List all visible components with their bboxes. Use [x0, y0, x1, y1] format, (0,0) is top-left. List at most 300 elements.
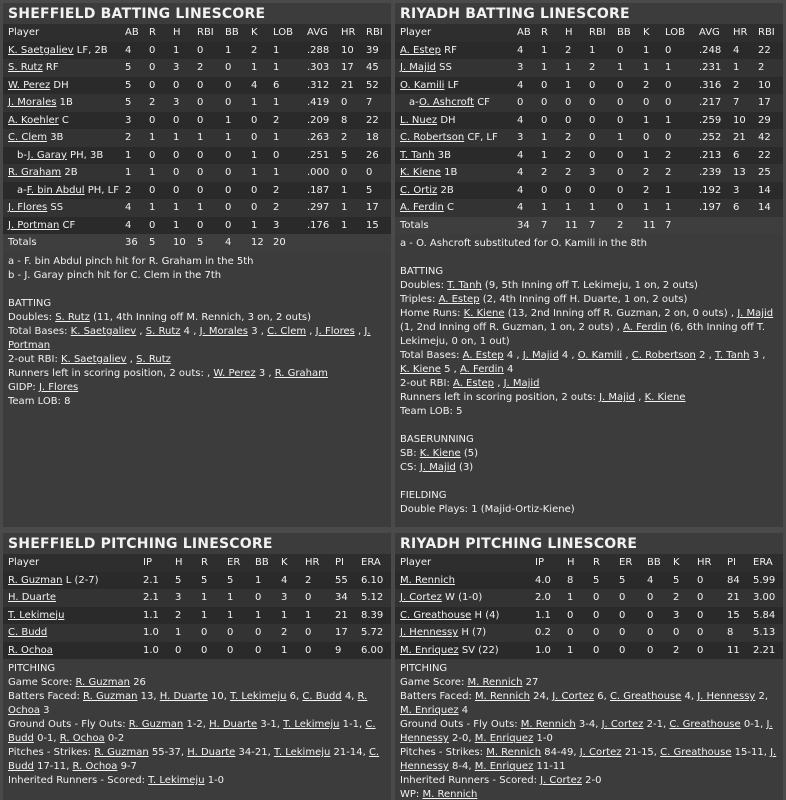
stat-cell: 1 [567, 592, 574, 604]
stat-cell: 0 [251, 184, 258, 196]
stat-cell: 0 [673, 627, 680, 639]
stat-cell: 1 [665, 202, 672, 214]
stat-cell: 17 [335, 627, 348, 639]
player-link[interactable]: K. Kiene [644, 392, 686, 403]
stat-cell: 1 [565, 79, 572, 91]
player-link[interactable]: R. Ochoa [72, 761, 118, 772]
note-text: , [622, 350, 632, 361]
stat-cell: 1 [665, 114, 672, 126]
player-link[interactable]: J. Cortez [601, 719, 644, 730]
note-text: 21-14, [330, 747, 369, 758]
stat-cell: 0 [593, 609, 600, 621]
table-row [3, 112, 391, 130]
stat-cell: 4 [517, 184, 524, 196]
note-text: (6, 6th Inning off T. Lekimeju, 0 on, 1 out) [400, 322, 766, 347]
player-link[interactable]: A. Estep [462, 350, 504, 361]
player-link[interactable]: K. Kiene [400, 364, 441, 375]
column-header: K [251, 27, 258, 39]
stat-cell: 52 [366, 79, 379, 91]
stat-cell: 21 [727, 592, 740, 604]
player-link[interactable]: O. Kamili [577, 350, 623, 361]
stat-cell: 0 [617, 44, 624, 56]
stat-cell: 15 [727, 609, 740, 621]
table-row [395, 147, 783, 165]
player-link[interactable]: C. Robertson [631, 350, 696, 361]
player-link[interactable]: L. Nuez [400, 114, 438, 126]
player-link[interactable]: K. Saetgaliev [70, 325, 137, 337]
player-link[interactable]: S. Rutz [8, 62, 43, 74]
stat-cell: 0 [541, 97, 548, 109]
player-link[interactable]: M. Enriquez [400, 644, 459, 656]
stat-cell: 2 [281, 627, 288, 639]
player-cell [395, 642, 535, 660]
column-header: Player [8, 27, 40, 39]
player-link[interactable]: C. Greathouse [660, 747, 732, 758]
baserunning-note [400, 461, 778, 475]
stat-cell: 1 [565, 202, 572, 214]
stat-cell: .248 [699, 44, 722, 56]
player-link[interactable]: R. Guzman [75, 677, 131, 688]
stat-cell: 4 [125, 44, 132, 56]
stat-cell: 5.12 [361, 592, 384, 604]
fielding-note [400, 503, 778, 517]
table-row [395, 164, 783, 182]
pitching-note [400, 676, 778, 690]
stat-cell: 0 [517, 97, 524, 109]
notes-section [3, 659, 391, 791]
stat-cell: 2 [665, 167, 672, 179]
player-link[interactable]: J. Cortez [552, 691, 595, 702]
stat-cell: 1 [125, 167, 132, 179]
player-link[interactable]: J. Majid [599, 392, 636, 403]
column-header: IP [143, 557, 152, 569]
stat-cell: 1.0 [143, 627, 159, 639]
pitching-note [400, 746, 778, 774]
note-text: 4 [503, 364, 514, 375]
column-header: ERA [753, 557, 773, 569]
stat-cell: .176 [307, 219, 330, 231]
stat-cell: 0 [173, 114, 180, 126]
stat-cell: 11 [643, 219, 656, 231]
stat-cell: 0 [697, 609, 704, 621]
note-text: 6, [286, 691, 303, 702]
player-link[interactable]: R. Guzman [83, 691, 138, 702]
stat-cell: 5 [149, 237, 156, 249]
note-text: Game Score: [8, 677, 76, 688]
player-cell [395, 164, 517, 182]
batting-note [400, 307, 778, 349]
player-position: 1B [59, 97, 73, 109]
stat-cell: 4 [517, 44, 524, 56]
note-text: , [635, 392, 645, 403]
stat-cell: 2 [541, 167, 548, 179]
player-link[interactable]: R. Ochoa [59, 733, 105, 744]
sub-prefix: a- [17, 184, 27, 196]
player-link[interactable]: J. Morales [199, 325, 249, 337]
stat-cell: 10 [173, 237, 186, 249]
stat-cell: 8 [727, 627, 734, 639]
stat-cell: 2 [643, 167, 650, 179]
stat-cell: 45 [366, 62, 379, 74]
stat-cell: 0 [149, 114, 156, 126]
note-text: CS: [400, 462, 420, 473]
stat-cell: 1.1 [143, 609, 159, 621]
stat-cell: 0 [697, 644, 704, 656]
player-cell [395, 589, 535, 607]
stat-cell: 4 [251, 79, 258, 91]
note-text: Inherited Runners - Scored: [400, 775, 541, 786]
player-link[interactable]: M. Rennich [486, 747, 542, 758]
batting-note [8, 325, 386, 353]
table-row [3, 94, 391, 112]
player-link[interactable]: O. Ashcroft [419, 97, 475, 109]
substitution-note: b - J. Garay pinch hit for C. Clem in the 7th [8, 269, 222, 281]
player-link[interactable]: T. Lekimeju [283, 719, 340, 730]
player-link[interactable]: K. Kiene [463, 308, 505, 319]
player-link[interactable]: R. Guzman [8, 574, 63, 586]
player-cell [3, 572, 143, 590]
panel-title: RIYADH BATTING LINESCORE [400, 6, 630, 22]
stat-cell: 0 [593, 644, 600, 656]
player-link[interactable]: J. Portman [8, 219, 60, 231]
player-link[interactable]: R. Guzman [94, 747, 149, 758]
stat-cell: 0 [255, 627, 262, 639]
stat-cell: 1 [149, 132, 156, 144]
note-text: 5 , [440, 364, 460, 375]
note-text: Ground Outs - Fly Outs: [400, 719, 521, 730]
stat-cell: 2 [589, 62, 596, 74]
note-text: 15-11, [731, 747, 771, 758]
stat-cell: .209 [307, 114, 330, 126]
stat-cell: 2 [643, 79, 650, 91]
player-link[interactable]: J. Hennessy [400, 719, 773, 744]
player-link[interactable]: R. Guzman [128, 719, 184, 730]
player-link[interactable]: T. Lekimeju [230, 691, 287, 702]
note-text: 1-0 [533, 733, 553, 744]
player-link[interactable]: K. Saetgaliev [61, 353, 127, 365]
player-link[interactable]: H. Duarte [8, 592, 57, 604]
note-text: 4 , [180, 325, 200, 337]
stat-cell: 1 [643, 114, 650, 126]
stat-cell: 14 [758, 184, 771, 196]
stat-cell: 1 [589, 202, 596, 214]
table-row [3, 129, 391, 147]
stat-cell: 14 [758, 202, 771, 214]
batting-note [8, 381, 386, 395]
stat-cell: 3 [517, 62, 524, 74]
table-row [3, 42, 391, 60]
stat-cell: 6.10 [361, 574, 384, 586]
note-text: 27 [522, 677, 539, 688]
note-text: 84-49, [541, 747, 580, 758]
player-link[interactable]: J. Portman [8, 325, 371, 351]
note-text: 34-21, [235, 747, 274, 758]
batting-note [400, 391, 778, 405]
player-link[interactable]: R. Graham [8, 167, 62, 179]
player-link[interactable]: J. Flores [315, 325, 355, 337]
stat-cell: 0 [225, 184, 232, 196]
player-link[interactable]: W. Perez [8, 79, 51, 91]
player-link[interactable]: S. Rutz [145, 325, 181, 337]
stat-cell: .192 [699, 184, 722, 196]
player-link[interactable]: J. Cortez [540, 775, 582, 786]
player-link[interactable]: J. Hennessy [400, 627, 459, 639]
note-text: 3 , [749, 350, 766, 361]
player-link[interactable]: T. Tanh [447, 280, 482, 291]
player-link[interactable]: O. Kamili [400, 79, 445, 91]
stat-cell: 2 [617, 219, 624, 231]
player-link[interactable]: M. Rennich [475, 691, 530, 702]
note-text: (11, 4th Inning off M. Rennich, 3 on, 2 outs) [89, 311, 312, 323]
note-text: 2-0 [581, 775, 602, 786]
player-link[interactable]: F. bin Abdul [26, 184, 85, 196]
stat-cell: 36 [125, 237, 138, 249]
stat-cell: 0 [366, 167, 373, 179]
player-link[interactable]: A. Estep [438, 294, 480, 305]
player-link[interactable]: J. Garay [27, 149, 67, 161]
stat-cell: .187 [307, 184, 330, 196]
stat-cell: 0 [617, 202, 624, 214]
stat-cell: 0 [197, 114, 204, 126]
stat-cell: 39 [366, 44, 379, 56]
player-link[interactable]: C. Ortiz [400, 184, 438, 196]
stat-cell: 2 [305, 574, 312, 586]
column-header: LOB [273, 27, 293, 39]
player-link[interactable]: A. Ferdin [459, 364, 504, 375]
player-link[interactable]: M. Enriquez [474, 733, 534, 744]
column-header: AB [517, 27, 531, 39]
sub-prefix: b- [17, 149, 28, 161]
stat-cell: 1 [273, 44, 280, 56]
player-link[interactable]: R. Ochoa [8, 644, 53, 656]
column-header: HR [341, 27, 356, 39]
stat-cell: 2.0 [535, 592, 551, 604]
player-link[interactable]: C. Budd [302, 691, 342, 702]
stat-cell: 1 [273, 132, 280, 144]
player-link[interactable]: S. Rutz [55, 311, 90, 323]
player-link[interactable]: H. Duarte [187, 747, 236, 758]
note-text: 2-out RBI: [400, 378, 454, 389]
player-cell [395, 182, 517, 200]
player-link[interactable]: J. Hennessy [400, 747, 777, 772]
stat-cell: 11 [727, 644, 740, 656]
player-link[interactable]: C. Clem [267, 325, 307, 337]
column-header: R [149, 27, 156, 39]
player-cell [3, 112, 125, 130]
stat-cell: 1 [251, 149, 258, 161]
table-row [3, 642, 391, 660]
stat-cell: 2 [565, 132, 572, 144]
stat-cell: 0 [567, 627, 574, 639]
note-text: 3 , [248, 325, 268, 337]
table-row [395, 199, 783, 217]
player-link[interactable]: T. Tanh [714, 350, 750, 361]
player-link[interactable]: J. Majid [522, 350, 559, 361]
player-link[interactable]: C. Greathouse [400, 609, 472, 621]
batting-note [400, 279, 778, 293]
player-link[interactable]: J. Majid [737, 308, 774, 319]
stat-cell: 1 [643, 62, 650, 74]
player-link[interactable]: S. Rutz [136, 353, 171, 365]
note-text: (13, 2nd Inning off R. Guzman, 2 on, 0 outs) , [504, 308, 738, 319]
player-position: 1B [444, 167, 458, 179]
player-link[interactable]: H. Duarte [209, 719, 258, 730]
batting-note [400, 293, 778, 307]
batting-note [400, 349, 778, 377]
stat-cell: .419 [307, 97, 330, 109]
player-link[interactable]: M. Rennich [467, 677, 523, 688]
stat-cell: 0 [197, 44, 204, 56]
player-link[interactable]: M. Rennich [422, 789, 478, 800]
stat-cell: 10 [733, 114, 746, 126]
player-link[interactable]: J. Cortez [400, 592, 442, 604]
stat-cell: 0 [593, 627, 600, 639]
column-header: K [673, 557, 680, 569]
pitching-note [8, 690, 386, 718]
column-header: ER [227, 557, 241, 569]
player-link[interactable]: A. Ferdin [623, 322, 667, 333]
player-link[interactable]: A. Estep [453, 378, 495, 389]
stat-cell: 0 [697, 592, 704, 604]
stat-cell: 2 [125, 132, 132, 144]
player-link[interactable]: J. Cortez [579, 747, 622, 758]
stat-cell: 55 [335, 574, 348, 586]
note-text: Team LOB: 8 [8, 395, 71, 407]
riyadh-batting-panel [395, 3, 783, 527]
stat-cell: 2 [341, 132, 348, 144]
player-cell [395, 59, 517, 77]
player-link[interactable]: M. Enriquez [400, 705, 459, 716]
player-cell [395, 607, 535, 625]
note-text: 3 , [255, 367, 275, 379]
notes-section [3, 252, 391, 412]
player-position: C [61, 114, 69, 126]
player-link[interactable]: T. Tanh [400, 149, 435, 161]
batting-note [400, 377, 778, 391]
player-link[interactable]: M. Enriquez [474, 761, 534, 772]
stat-cell: 3 [175, 592, 182, 604]
column-header: AVG [307, 27, 328, 39]
player-link[interactable]: H. Duarte [159, 691, 208, 702]
player-cell [3, 607, 143, 625]
stat-cell: 9 [335, 644, 342, 656]
note-text: Double Plays: 1 (Majid-Ortiz-Kiene) [400, 504, 575, 515]
note-text: Inherited Runners - Scored: [8, 775, 149, 786]
player-link[interactable]: K. Kiene [400, 167, 441, 179]
stat-cell: 4 [125, 219, 132, 231]
player-link[interactable]: K. Kiene [419, 448, 461, 459]
player-link[interactable]: C. Robertson [400, 132, 465, 144]
stat-cell: 1 [541, 202, 548, 214]
player-position: PH, 3B [70, 149, 104, 161]
player-link[interactable]: C. Clem [8, 132, 47, 144]
player-link[interactable]: J. Majid [419, 462, 456, 473]
stat-cell: 0 [175, 644, 182, 656]
note-text: Doubles: [400, 280, 448, 291]
stat-cell: 0 [225, 97, 232, 109]
table-row [3, 199, 391, 217]
player-cell [3, 94, 125, 112]
player-position: PH, LF [87, 184, 119, 196]
stat-cell: 5.13 [753, 627, 776, 639]
note-text: Batters Faced: [400, 691, 475, 702]
stat-cell: 26 [366, 149, 379, 161]
player-link[interactable]: R. Ochoa [8, 691, 368, 716]
player-link[interactable]: C. Greathouse [669, 719, 741, 730]
note-text: Runners left in scoring position, 2 outs: , [8, 367, 214, 379]
stat-cell: 2 [197, 62, 204, 74]
stat-cell: 4 [517, 167, 524, 179]
stat-cell: 0 [589, 97, 596, 109]
player-link[interactable]: A. Estep [400, 44, 441, 56]
stat-cell: 0 [197, 149, 204, 161]
player-link[interactable]: J. Morales [8, 97, 57, 109]
player-position: W (1-0) [445, 592, 483, 604]
player-link[interactable]: J. Flores [38, 381, 79, 393]
player-link[interactable]: T. Lekimeju [148, 775, 205, 786]
column-header: Player [400, 557, 432, 569]
player-link[interactable]: J. Hennessy [697, 691, 756, 702]
stat-cell: 0 [173, 167, 180, 179]
stat-cell: 4 [225, 237, 232, 249]
player-link[interactable]: C. Budd [8, 747, 380, 772]
stat-cell: 2 [758, 62, 765, 74]
stat-cell: 0 [665, 44, 672, 56]
player-link[interactable]: C. Greathouse [609, 691, 682, 702]
stat-cell: 0 [565, 114, 572, 126]
sub-prefix: a- [409, 97, 420, 109]
column-header: PI [727, 557, 736, 569]
stat-cell: .316 [699, 79, 722, 91]
player-link[interactable]: T. Lekimeju [273, 747, 331, 758]
player-link[interactable]: A. Ferdin [400, 202, 444, 214]
stat-cell: 2 [125, 184, 132, 196]
stat-cell: 0 [643, 132, 650, 144]
player-link[interactable]: M. Rennich [400, 574, 455, 586]
player-link[interactable]: K. Saetgaliev [8, 44, 74, 56]
table-row [3, 77, 391, 95]
player-link[interactable]: C. Budd [8, 627, 48, 639]
note-text: 4 , [558, 350, 578, 361]
section-header-fielding: FIELDING [400, 490, 447, 501]
stat-cell: 3 [173, 62, 180, 74]
player-link[interactable]: R. Graham [274, 367, 328, 379]
column-header: BB [225, 27, 239, 39]
section-header-pitching: PITCHING [400, 663, 448, 674]
player-link[interactable]: J. Majid [503, 378, 540, 389]
player-link[interactable]: C. Budd [8, 719, 376, 744]
stat-cell: 1 [567, 644, 574, 656]
column-header: K [281, 557, 288, 569]
stat-cell: 2 [273, 202, 280, 214]
stat-cell: 0 [227, 644, 234, 656]
note-text: 11-11 [533, 761, 566, 772]
stat-cell: 0 [225, 202, 232, 214]
stat-cell: 1 [589, 44, 596, 56]
stat-cell: 0 [251, 202, 258, 214]
player-link[interactable]: T. Lekimeju [8, 609, 65, 621]
player-link[interactable]: J. Flores [8, 202, 48, 214]
column-header: H [175, 557, 183, 569]
note-text: 2-1, [643, 719, 670, 730]
stat-cell: 0 [617, 149, 624, 161]
player-link[interactable]: J. Majid [400, 62, 436, 74]
player-link[interactable]: W. Perez [213, 367, 256, 379]
stat-cell [733, 217, 758, 235]
player-link[interactable]: A. Koehler [8, 114, 59, 126]
note-text: 4, [341, 691, 358, 702]
player-link[interactable]: M. Rennich [520, 719, 576, 730]
